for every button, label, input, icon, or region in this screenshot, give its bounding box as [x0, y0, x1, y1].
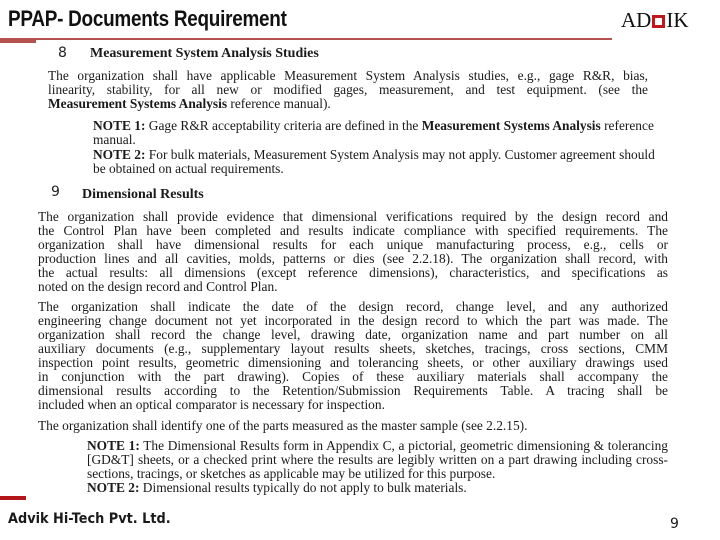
logo-square-icon: [652, 15, 665, 28]
footer-company-name: Advik Hi-Tech Pvt. Ltd.: [8, 511, 171, 527]
title-divider: [0, 38, 612, 40]
s9-note1-cont: [GD&T] sheets, or a checked print where the results are legibly written on a part drawing including cross-: [87, 452, 668, 467]
s8-note2: NOTE 2: For bulk materials, Measurement System Analysis may not apply. Customer agreement should: [93, 147, 655, 162]
s9-para3: The organization shall identify one of the parts measured as the master sample (see 2.2.15).: [38, 418, 528, 433]
s9-para-line: in conjunction with the part drawing). Copies of these auxiliary materials shall accompany the: [38, 369, 668, 384]
s9-para-line: organization shall record the change level, drawing date, organization name and part number on all: [38, 327, 668, 342]
s9-para-line: organization shall have dimensional results for each unique manufacturing process, e.g., cells or: [38, 237, 668, 252]
s9-para-line: The organization shall indicate the date of the design record, change level, and any authorized: [38, 299, 668, 314]
s8-note1: NOTE 1: Gage R&R acceptability criteria are defined in the Measurement Systems Analysis reference: [93, 118, 654, 133]
s9-para-line: included when an optical comparator is necessary for inspection.: [38, 397, 385, 412]
s9-para-line: inspection point results, geometric dimensioning and tolerancing sheets, or other auxiliary drawings used: [38, 355, 668, 370]
s9-note1: NOTE 1: The Dimensional Results form in Appendix C, a pictorial, geometric dimensioning & tolerancing: [87, 438, 668, 453]
s9-para-line: engineering change document not yet incorporated in the design record to which the part was made. The: [38, 313, 668, 328]
s9-para-line: dimensional results according to the Retention/Submission Requirements Table. A tracing shall be: [38, 383, 668, 398]
title-divider-accent: [0, 38, 36, 43]
s9-para-line: the actual results: all dimensions (except reference dimensions), characteristics, and specifications as: [38, 265, 668, 280]
section-9-heading: Dimensional Results: [82, 187, 204, 202]
s9-para-line: auxiliary documents (e.g., supplementary layout results sheets, sketches, tracings, cross sections, CMM: [38, 341, 668, 356]
s9-para-line: the Control Plan have been completed and results indicate compliance with specified requirements. The: [38, 223, 668, 238]
s9-note1-cont: sections, tracings, or sketches as applicable may be utilized for this purpose.: [87, 466, 496, 481]
s8-note1-cont: manual.: [93, 132, 136, 147]
s8-para-line: The organization shall have applicable Measurement System Analysis studies, e.g., gage R&R, bias,: [48, 68, 648, 83]
slide-title: PPAP- Documents Requirement: [8, 6, 287, 31]
logo-text-right: IK: [666, 8, 689, 32]
s8-para-line: linearity, stability, for all new or modified gages, measurement, and test equipment. (see the: [48, 82, 648, 97]
s9-para-line: production lines and all cavities, molds, patterns or dies (see 2.2.18). The organization shall record, with: [38, 251, 668, 266]
s8-para-line: Measurement Systems Analysis reference manual).: [48, 96, 331, 111]
page-number: 9: [670, 516, 679, 532]
footer-accent-bar: [0, 496, 26, 500]
s9-note2: NOTE 2: Dimensional results typically do not apply to bulk materials.: [87, 480, 467, 495]
section-8-number: 8: [58, 45, 67, 61]
s9-para-line: The organization shall provide evidence that dimensional verifications required by the design record and: [38, 209, 668, 224]
section-9-number: 9: [51, 184, 60, 200]
s8-note2-cont: be obtained on actual requirements.: [93, 161, 284, 176]
section-8-heading: Measurement System Analysis Studies: [90, 46, 319, 61]
company-logo: [621, 8, 689, 33]
logo-text-left: AD: [621, 8, 652, 32]
s9-para-line: noted on the design record and Control Plan.: [38, 279, 278, 294]
